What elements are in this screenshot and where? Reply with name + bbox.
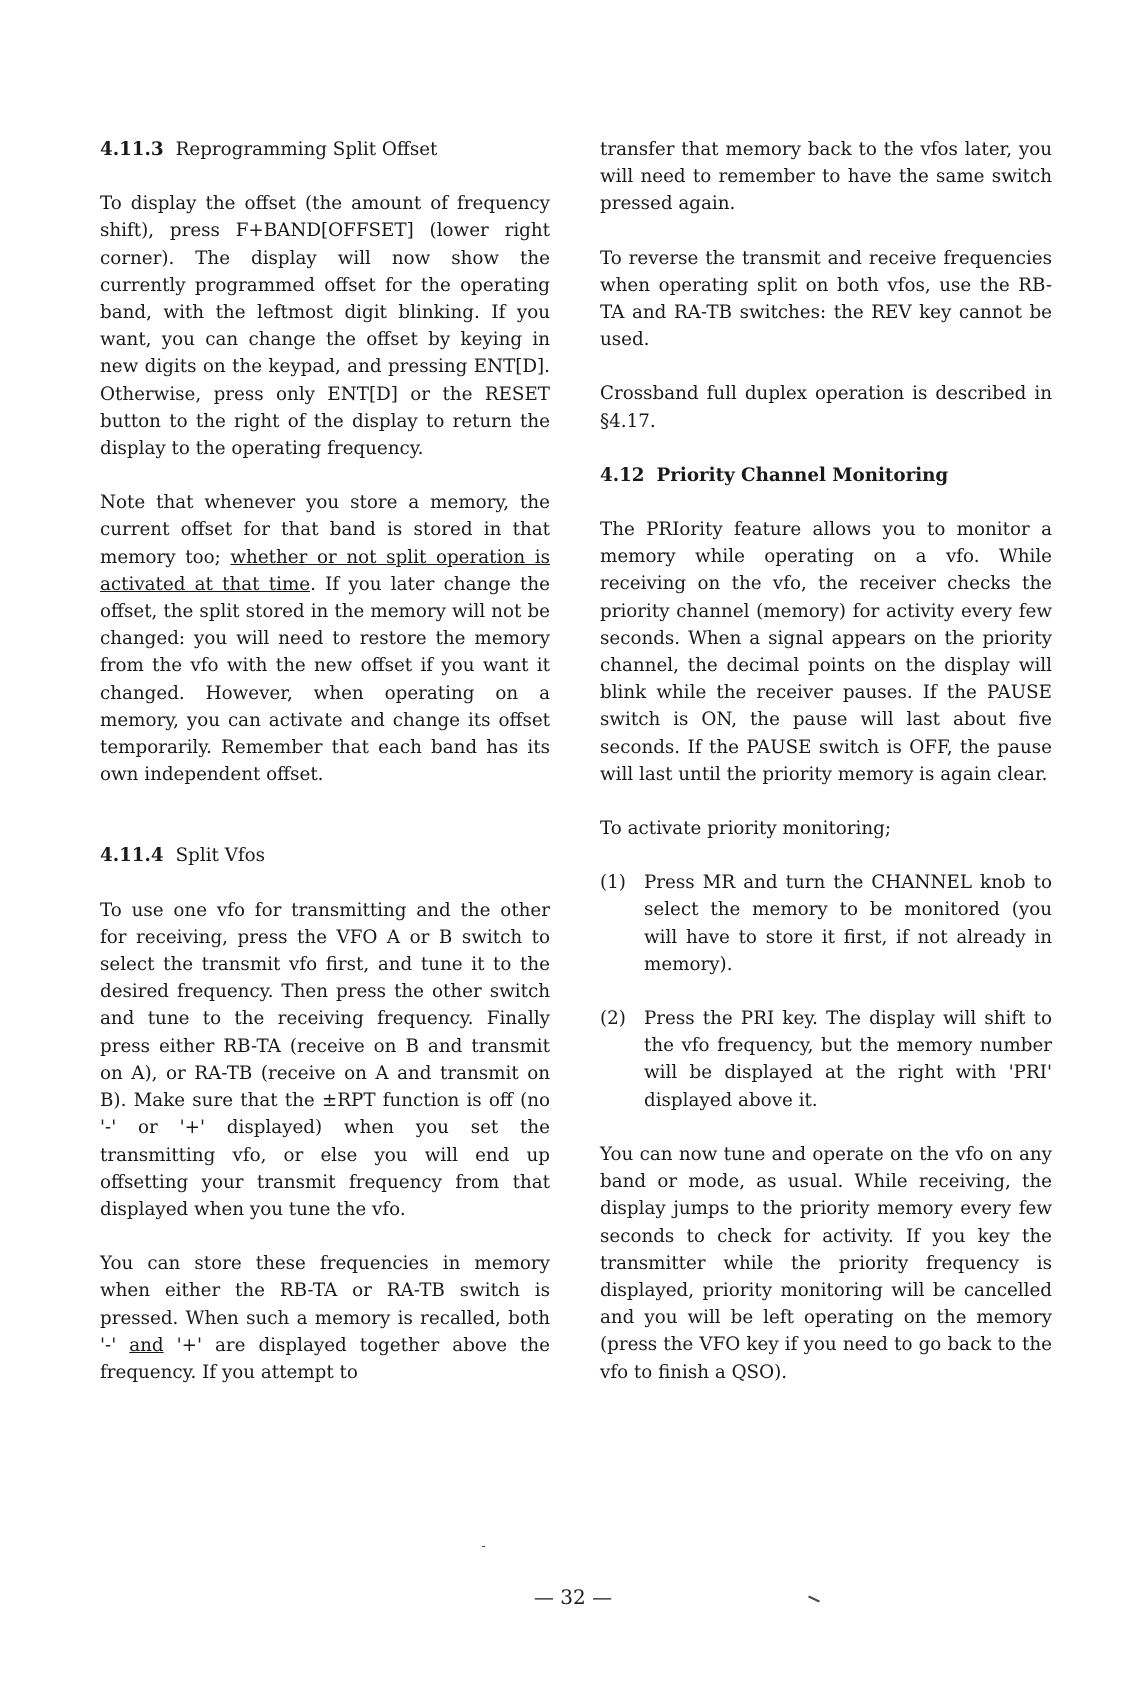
paragraph-offset-note [100,489,550,788]
text-run: '+' are displayed together above the frequency. If you attempt to [100,1334,550,1383]
section-number: 4.11.3 [100,139,164,160]
underlined-text: and [129,1334,164,1356]
text-run: You can store these frequencies in memory when either the RB-TA or RA-TB switch is pressed. When such a memory is recalled, both '-' [100,1253,550,1356]
underlined-text: whether or not split operation is activated at that time [100,546,550,595]
left-column [100,136,550,1413]
paragraph-split-vfos: To use one vfo for transmitting and the other for receiving, press the VFO A or B switch to select the transmit vfo first, and tune it to the desired frequency. Then press the other switch and tune to the receiving frequency. Finally press either RB-TA (receive on B and transmit on A), or RA-TB (receive on A and transmit on B). Make sure that the ±RPT function is off (no '-' or '+' displayed) when you set the transmitting vfo, or else you will end up offsetting your transmit frequency from that displayed when you tune the vfo. [100,899,550,1220]
right-column [600,136,1052,1413]
section-heading-4-11-3 [100,136,550,163]
section-title: Priority Channel Monitoring [656,464,949,486]
section-number: 4.12 [600,464,645,486]
paragraph-priority-feature: The PRIority feature allows you to monitor a memory while operating on a vfo. While receiving on the vfo, the receiver checks the priority channel (memory) for activity every few seconds. When a signal appears on the priority channel, the decimal points on the display will blink while the receiver pauses. If the PAUSE switch is ON, the pause will last about five seconds. If the PAUSE switch is OFF, the pause will last until the priority memory is again clear. [600,519,1052,785]
scan-mark [482,1546,485,1547]
paragraph-reverse-frequencies: To reverse the transmit and receive frequencies when operating split on both vfos, use the RB-TA and RA-TB switches: the REV key cannot be used. [600,247,1052,351]
list-marker: (2) [600,1008,626,1030]
paragraph-display-offset: To display the offset (the amount of frequency shift), press F+BAND[OFFSET] (lower right corner). The display will now show the currently programmed offset for the operating band, with the leftmost digit blinking. If you want, you can change the offset by keying in new digits on the keypad, and pressing ENT[D]. Otherwise, press only ENT[D] or the RESET button to the right of the display to return the display to the operating frequency. [100,193,550,460]
section-title: Split Vfos [175,845,266,867]
list-item [600,869,1052,978]
paragraph-transfer-memory: transfer that memory back to the vfos later, you will need to remember to have the same switch pressed again. [600,139,1052,215]
section-heading-4-11-4 [100,842,550,869]
paragraph-crossband: Crossband full duplex operation is described in §4.17. [600,383,1052,432]
list-item [600,1005,1052,1114]
text-run: Note that whenever you store a memory, the current offset for that band is stored in that memory too; [100,492,550,568]
text-run: . If you later change the offset, the split stored in the memory will not be changed: you will need to restore the memory from the vfo with the new offset if you want it changed. However, when operating on a memory, you can activate and change its offset temporarily. Remember that each band has its own independent offset. [100,573,550,786]
paragraph-store-frequencies [100,1250,550,1386]
list-text: Press the PRI key. The display will shift to the vfo frequency, but the memory number will be displayed at the right with 'PRI' displayed above it. [644,1008,1052,1111]
paragraph-activate-priority: To activate priority monitoring; [600,818,892,840]
list-text: Press MR and turn the CHANNEL knob to select the memory to be monitored (you will have to store it first, if not already in memory). [644,872,1052,975]
page-number: — 32 — [533,1585,613,1609]
section-number: 4.11.4 [100,845,164,867]
section-heading-4-12 [600,462,1052,489]
section-title: Reprogramming Split Offset [175,139,438,160]
paragraph-tune-operate: You can now tune and operate on the vfo on any band or mode, as usual. While receiving, the display jumps to the priority memory every few seconds to check for activity. If you key the transmitter while the priority frequency is displayed, priority monitoring will be cancelled and you will be left operating on the memory (press the VFO key if you need to go back to the vfo to finish a QSO). [600,1143,1052,1383]
list-marker: (1) [600,872,626,894]
